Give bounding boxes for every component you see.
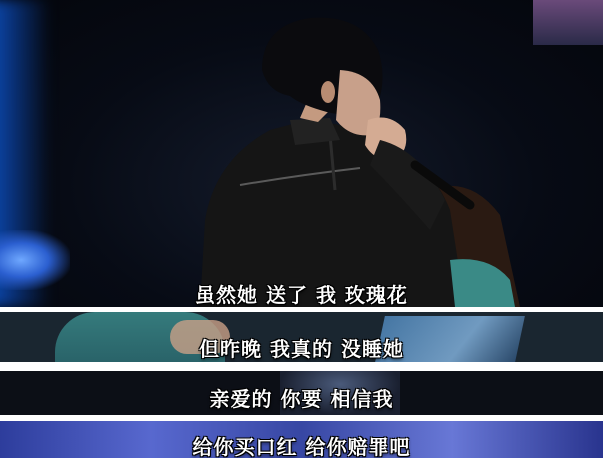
subtitle-line-2: 但昨晚 我真的 没睡她 [199,337,404,361]
subtitle-line-1: 虽然她 送了 我 玫瑰花 [195,283,408,307]
video-frame-4 [0,421,603,458]
video-frame-2 [0,312,603,362]
ear [321,81,335,103]
subtitle-line-4: 给你买口红 给你赔罪吧 [192,435,411,458]
subtitle-line-3: 亲爱的 你要 相信我 [209,387,394,411]
video-frame-3 [0,371,603,415]
